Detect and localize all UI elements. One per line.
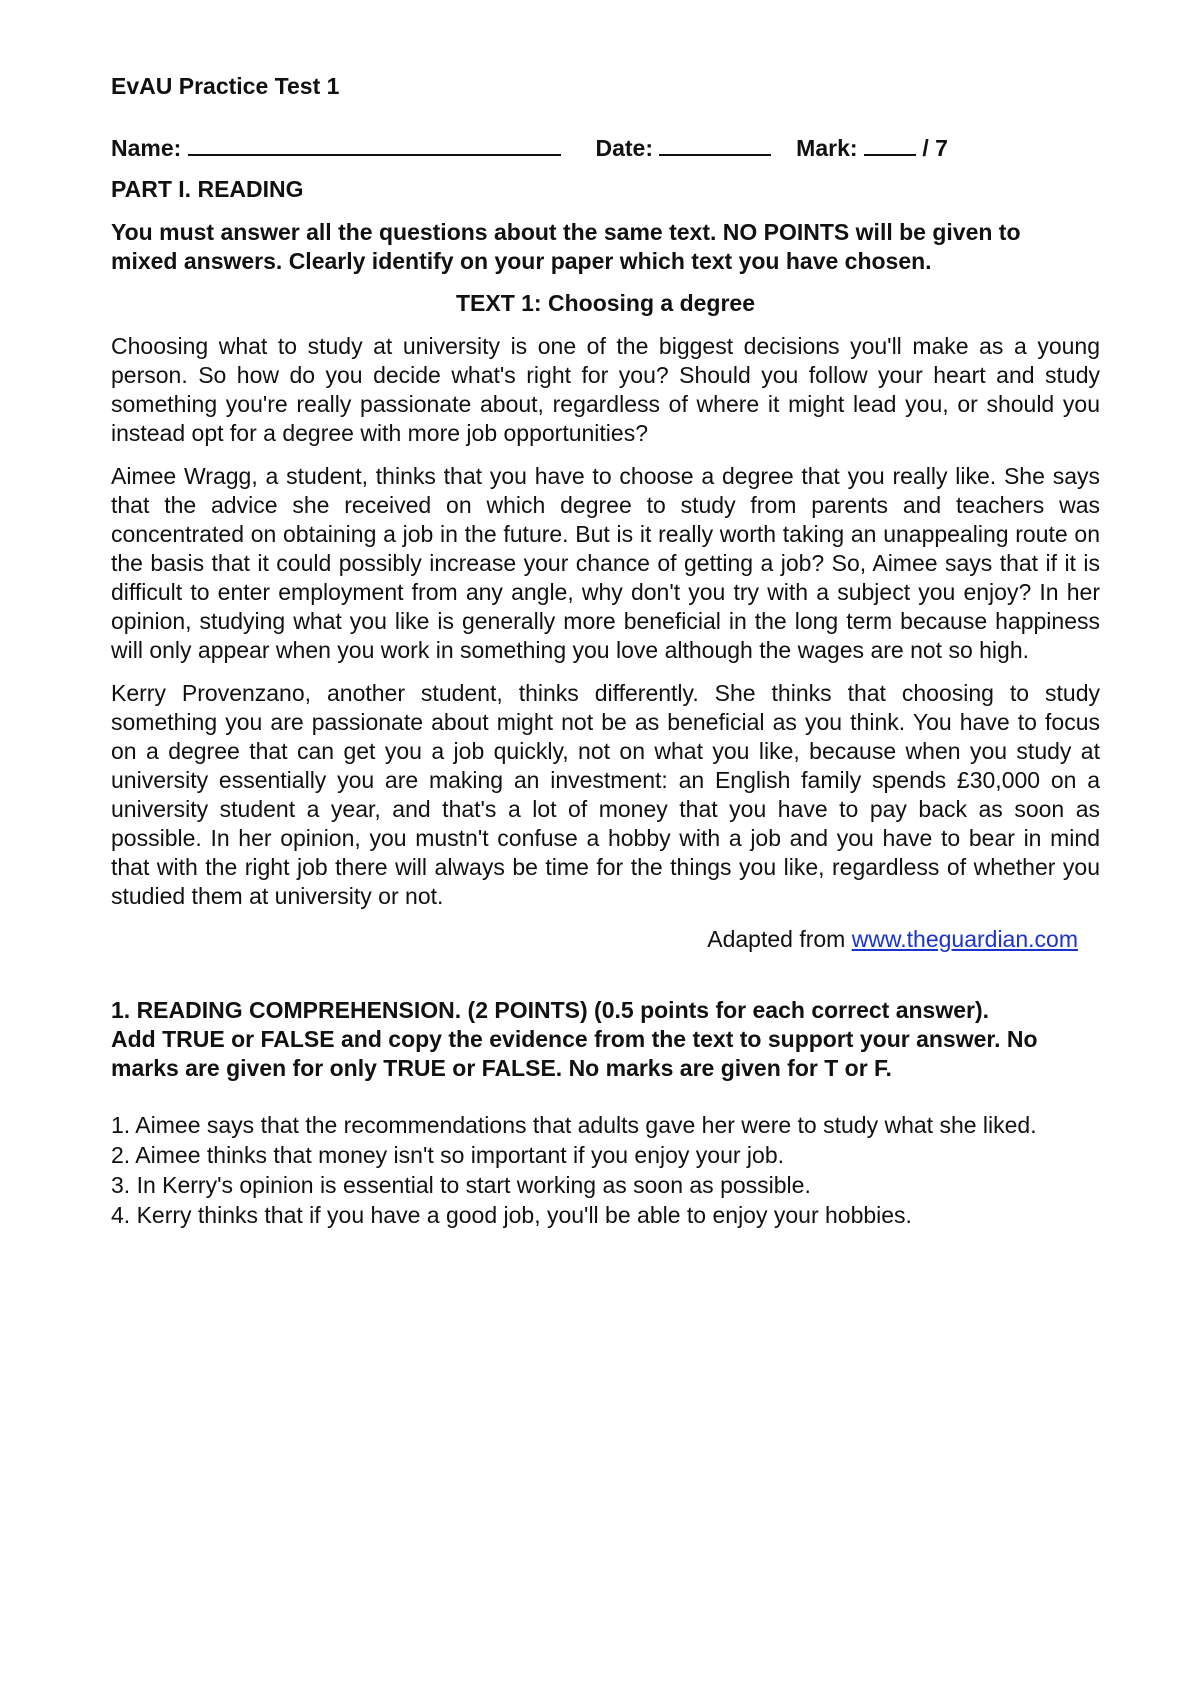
source-credit	[111, 925, 1100, 954]
name-blank[interactable]	[188, 134, 561, 156]
mark-label: Mark:	[796, 135, 858, 161]
question-item: 1. Aimee says that the recommendations that adults gave her were to study what she liked.	[111, 1112, 1037, 1138]
instructions-line: You must answer all the questions about the same text. NO POINTS will be given to	[111, 219, 1021, 245]
question-item: 4. Kerry thinks that if you have a good job, you'll be able to enjoy your hobbies.	[111, 1202, 912, 1228]
question-item: 3. In Kerry's opinion is essential to start working as soon as possible.	[111, 1172, 811, 1198]
date-blank[interactable]	[659, 134, 771, 156]
question-list	[111, 1110, 1100, 1230]
part-heading: PART I. READING	[111, 176, 304, 202]
student-info-row	[111, 134, 1100, 163]
date-label: Date:	[595, 135, 653, 161]
instructions	[111, 218, 1100, 276]
page-title: EvAU Practice Test 1	[111, 73, 340, 99]
comprehension-heading-line: 1. READING COMPREHENSION. (2 POINTS) (0.5 points for each correct answer).	[111, 997, 990, 1023]
credit-prefix: Adapted from	[707, 926, 852, 952]
mark-total: / 7	[922, 135, 948, 161]
question-item: 2. Aimee thinks that money isn't so important if you enjoy your job.	[111, 1142, 785, 1168]
instructions-line: mixed answers. Clearly identify on your paper which text you have chosen.	[111, 248, 932, 274]
paragraph-kerry: Kerry Provenzano, another student, thinks differently. She thinks that choosing to study something you are passionate about might not be as beneficial as you think. You have to focus on a degree that can get you a job quickly, not on what you like, because when you study at university essentially you are making an investment: an English family spends £30,000 on a university student a year, and that's a lot of money that you have to pay back as soon as possible. In her opinion, you mustn't confuse a hobby with a job and you have to bear in mind that with the right job there will always be time for the things you like, regardless of whether you studied them at university or not.	[111, 680, 1100, 909]
text-title: TEXT 1: Choosing a degree	[455, 290, 756, 316]
comprehension-heading-line: Add TRUE or FALSE and copy the evidence from the text to support your answer. No	[111, 1026, 1038, 1052]
comprehension-heading	[111, 996, 1100, 1083]
comprehension-heading-line: marks are given for only TRUE or FALSE. No marks are given for T or F.	[111, 1055, 892, 1081]
name-label: Name:	[111, 135, 182, 161]
mark-blank[interactable]	[864, 134, 916, 156]
paragraph-intro: Choosing what to study at university is one of the biggest decisions you'll make as a young person. So how do you decide what's right for you? Should you follow your heart and study something you're really passionate about, regardless of where it might lead you, or should you instead opt for a degree with more job opportunities?	[111, 333, 1100, 446]
paragraph-aimee: Aimee Wragg, a student, thinks that you have to choose a degree that you really like. She says that the advice she received on which degree to study from parents and teachers was concentrated on obtaining a job in the future. But is it really worth taking an unappealing route on the basis that it could possibly increase your chance of getting a job? So, Aimee says that if it is difficult to enter employment from any angle, why don't you try with a subject you enjoy? In her opinion, studying what you like is generally more beneficial in the long term because happiness will only appear when you work in something you love although the wages are not so high.	[111, 463, 1100, 663]
source-link[interactable]: www.theguardian.com	[851, 926, 1078, 952]
